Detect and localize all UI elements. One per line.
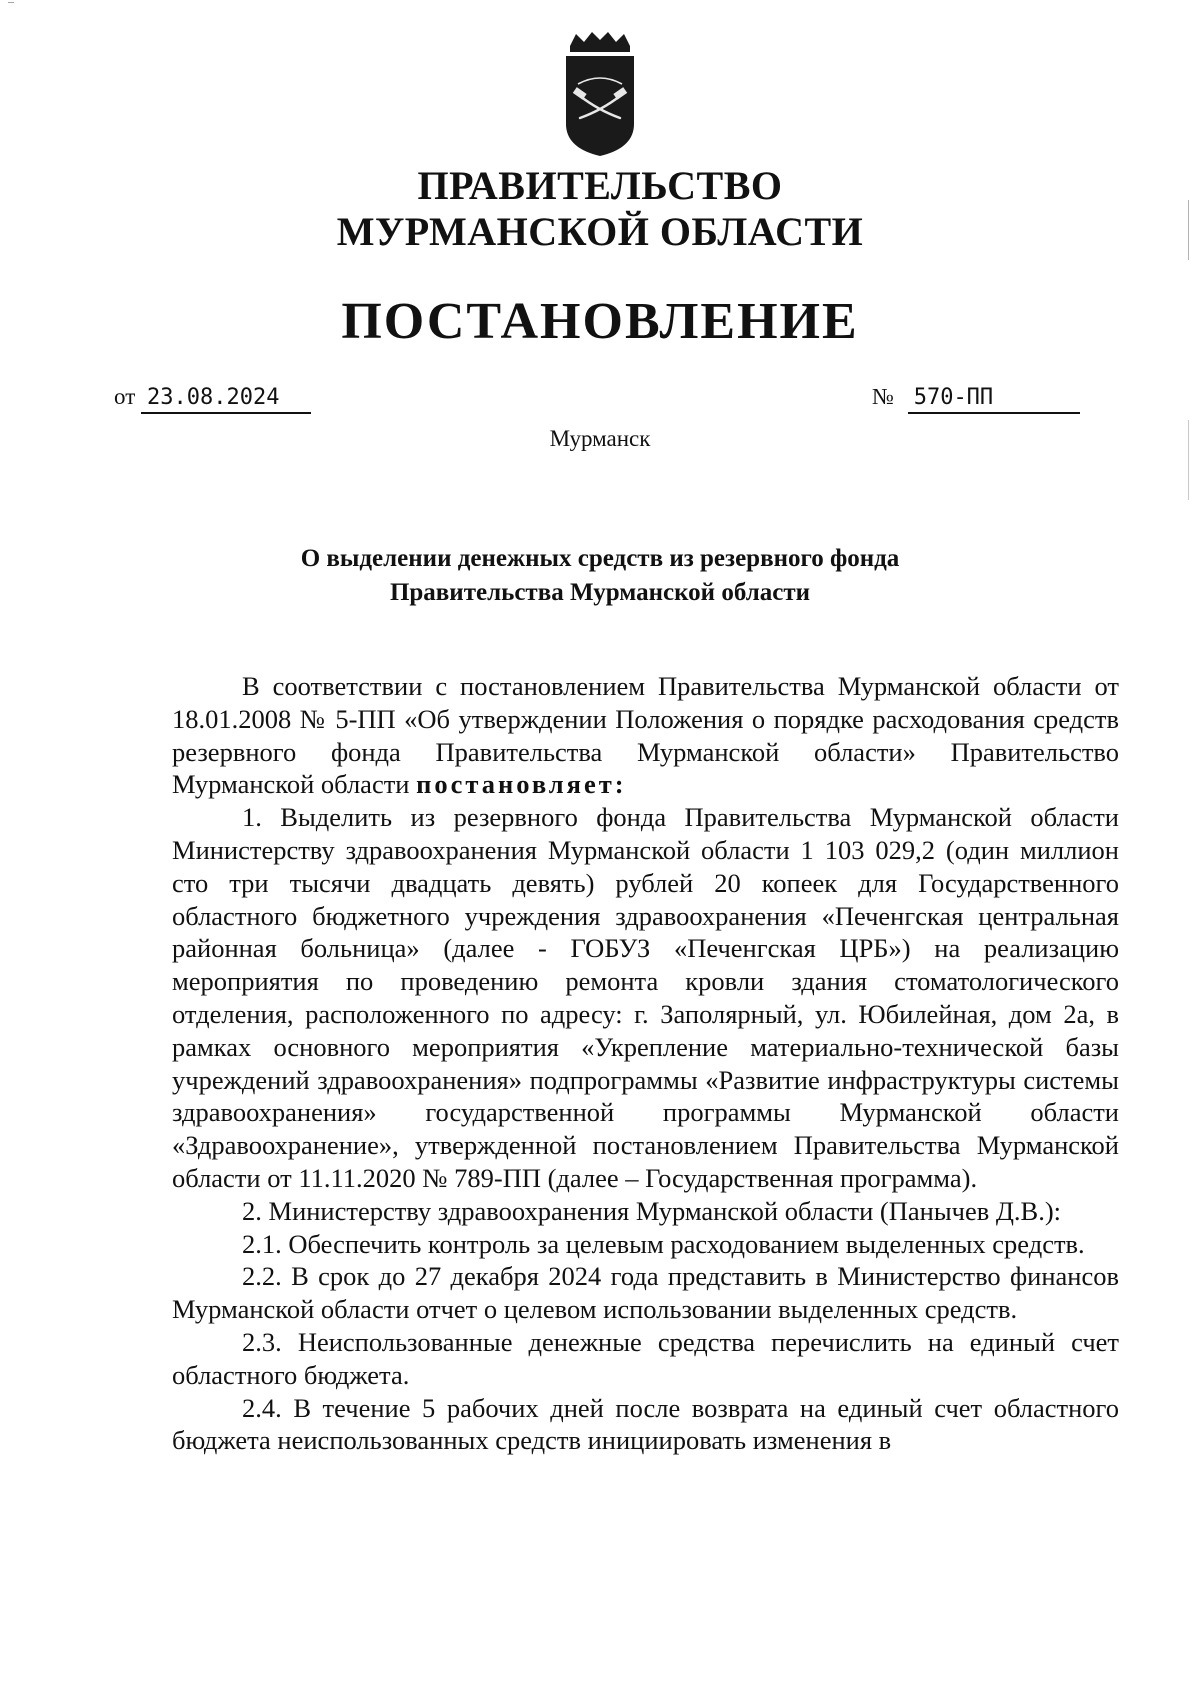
document-type-title: ПОСТАНОВЛЕНИЕ: [341, 293, 859, 350]
subject-title-line1: О выделении денежных средств из резервного фонда: [300, 545, 900, 572]
paragraph-2: 2. Министерству здравоохранения Мурманской области (Панычев Д.В.):: [242, 1195, 1062, 1226]
document-body: [172, 670, 1119, 1457]
paragraph-1: 1. Выделить из резервного фонда Правительства Мурманской области Министерству здравоохранения Мурманской области 1 103 029,2 (один миллион сто три тысячи двадцать девять) рублей 20 копеек для Государственного областного бюджетного учреждения здравоохранения «Печенгская центральная районная больница» (далее - ГОБУЗ «Печенгская ЦРБ») на реализацию мероприятия по проведению ремонта кровли здания стоматологического отделения, расположенного по адресу: г. Заполярный, ул. Юбилейная, дом 2а, в рамках основного мероприятия «Укрепление материально-технической базы учреждений здравоохранения» подпрограммы «Развитие инфраструктуры системы здравоохранения» государственной программы Мурманской области «Здравоохранение», утвержденной постановлением Правительства Мурманской области от 11.11.2020 № 789-ПП (далее – Государственная программа).: [172, 802, 1119, 1193]
document-number-line: [872, 384, 1080, 414]
subject-title-line2: Правительства Мурманской области: [389, 579, 811, 606]
date-prefix: от: [114, 384, 136, 409]
document-date-line: [114, 384, 311, 414]
preamble-paragraph: [172, 670, 1119, 801]
organization-name-line2: МУРМАНСКОЙ ОБЛАСТИ: [336, 209, 864, 254]
issue-city: Мурманск: [549, 426, 651, 451]
paragraph-2-2: 2.2. В срок до 27 декабря 2024 года представить в Министерство финансов Мурманской области отчет о целевом использовании выделенных средств.: [172, 1261, 1119, 1325]
paragraph-2-1: 2.1. Обеспечить контроль за целевым расходованием выделенных средств.: [242, 1228, 1085, 1259]
paragraph-2-3: 2.3. Неиспользованные денежные средства перечислить на единый счет областного бюджета.: [172, 1326, 1119, 1390]
document-number: 570-ПП: [908, 385, 1080, 414]
scan-artifact: [8, 2, 14, 3]
document-date: 23.08.2024: [141, 385, 311, 414]
number-prefix: №: [872, 384, 894, 409]
coat-of-arms-icon: [558, 32, 642, 160]
preamble-text: В соответствии с постановлением Правительства Мурманской области от 18.01.2008 № 5-ПП «Об утверждении Положения о порядке расходования средств резервного фонда Правительства Мурманской области» Правительство Мурманской области: [172, 671, 1119, 800]
decree-word: постановляет:: [416, 769, 627, 800]
organization-name-line1: ПРАВИТЕЛЬСТВО: [417, 163, 783, 208]
scan-artifact: [1188, 420, 1189, 500]
scan-artifact: [1188, 200, 1189, 260]
paragraph-2-4: 2.4. В течение 5 рабочих дней после возврата на единый счет областного бюджета неиспользованных средств инициировать изменения в: [172, 1392, 1119, 1456]
